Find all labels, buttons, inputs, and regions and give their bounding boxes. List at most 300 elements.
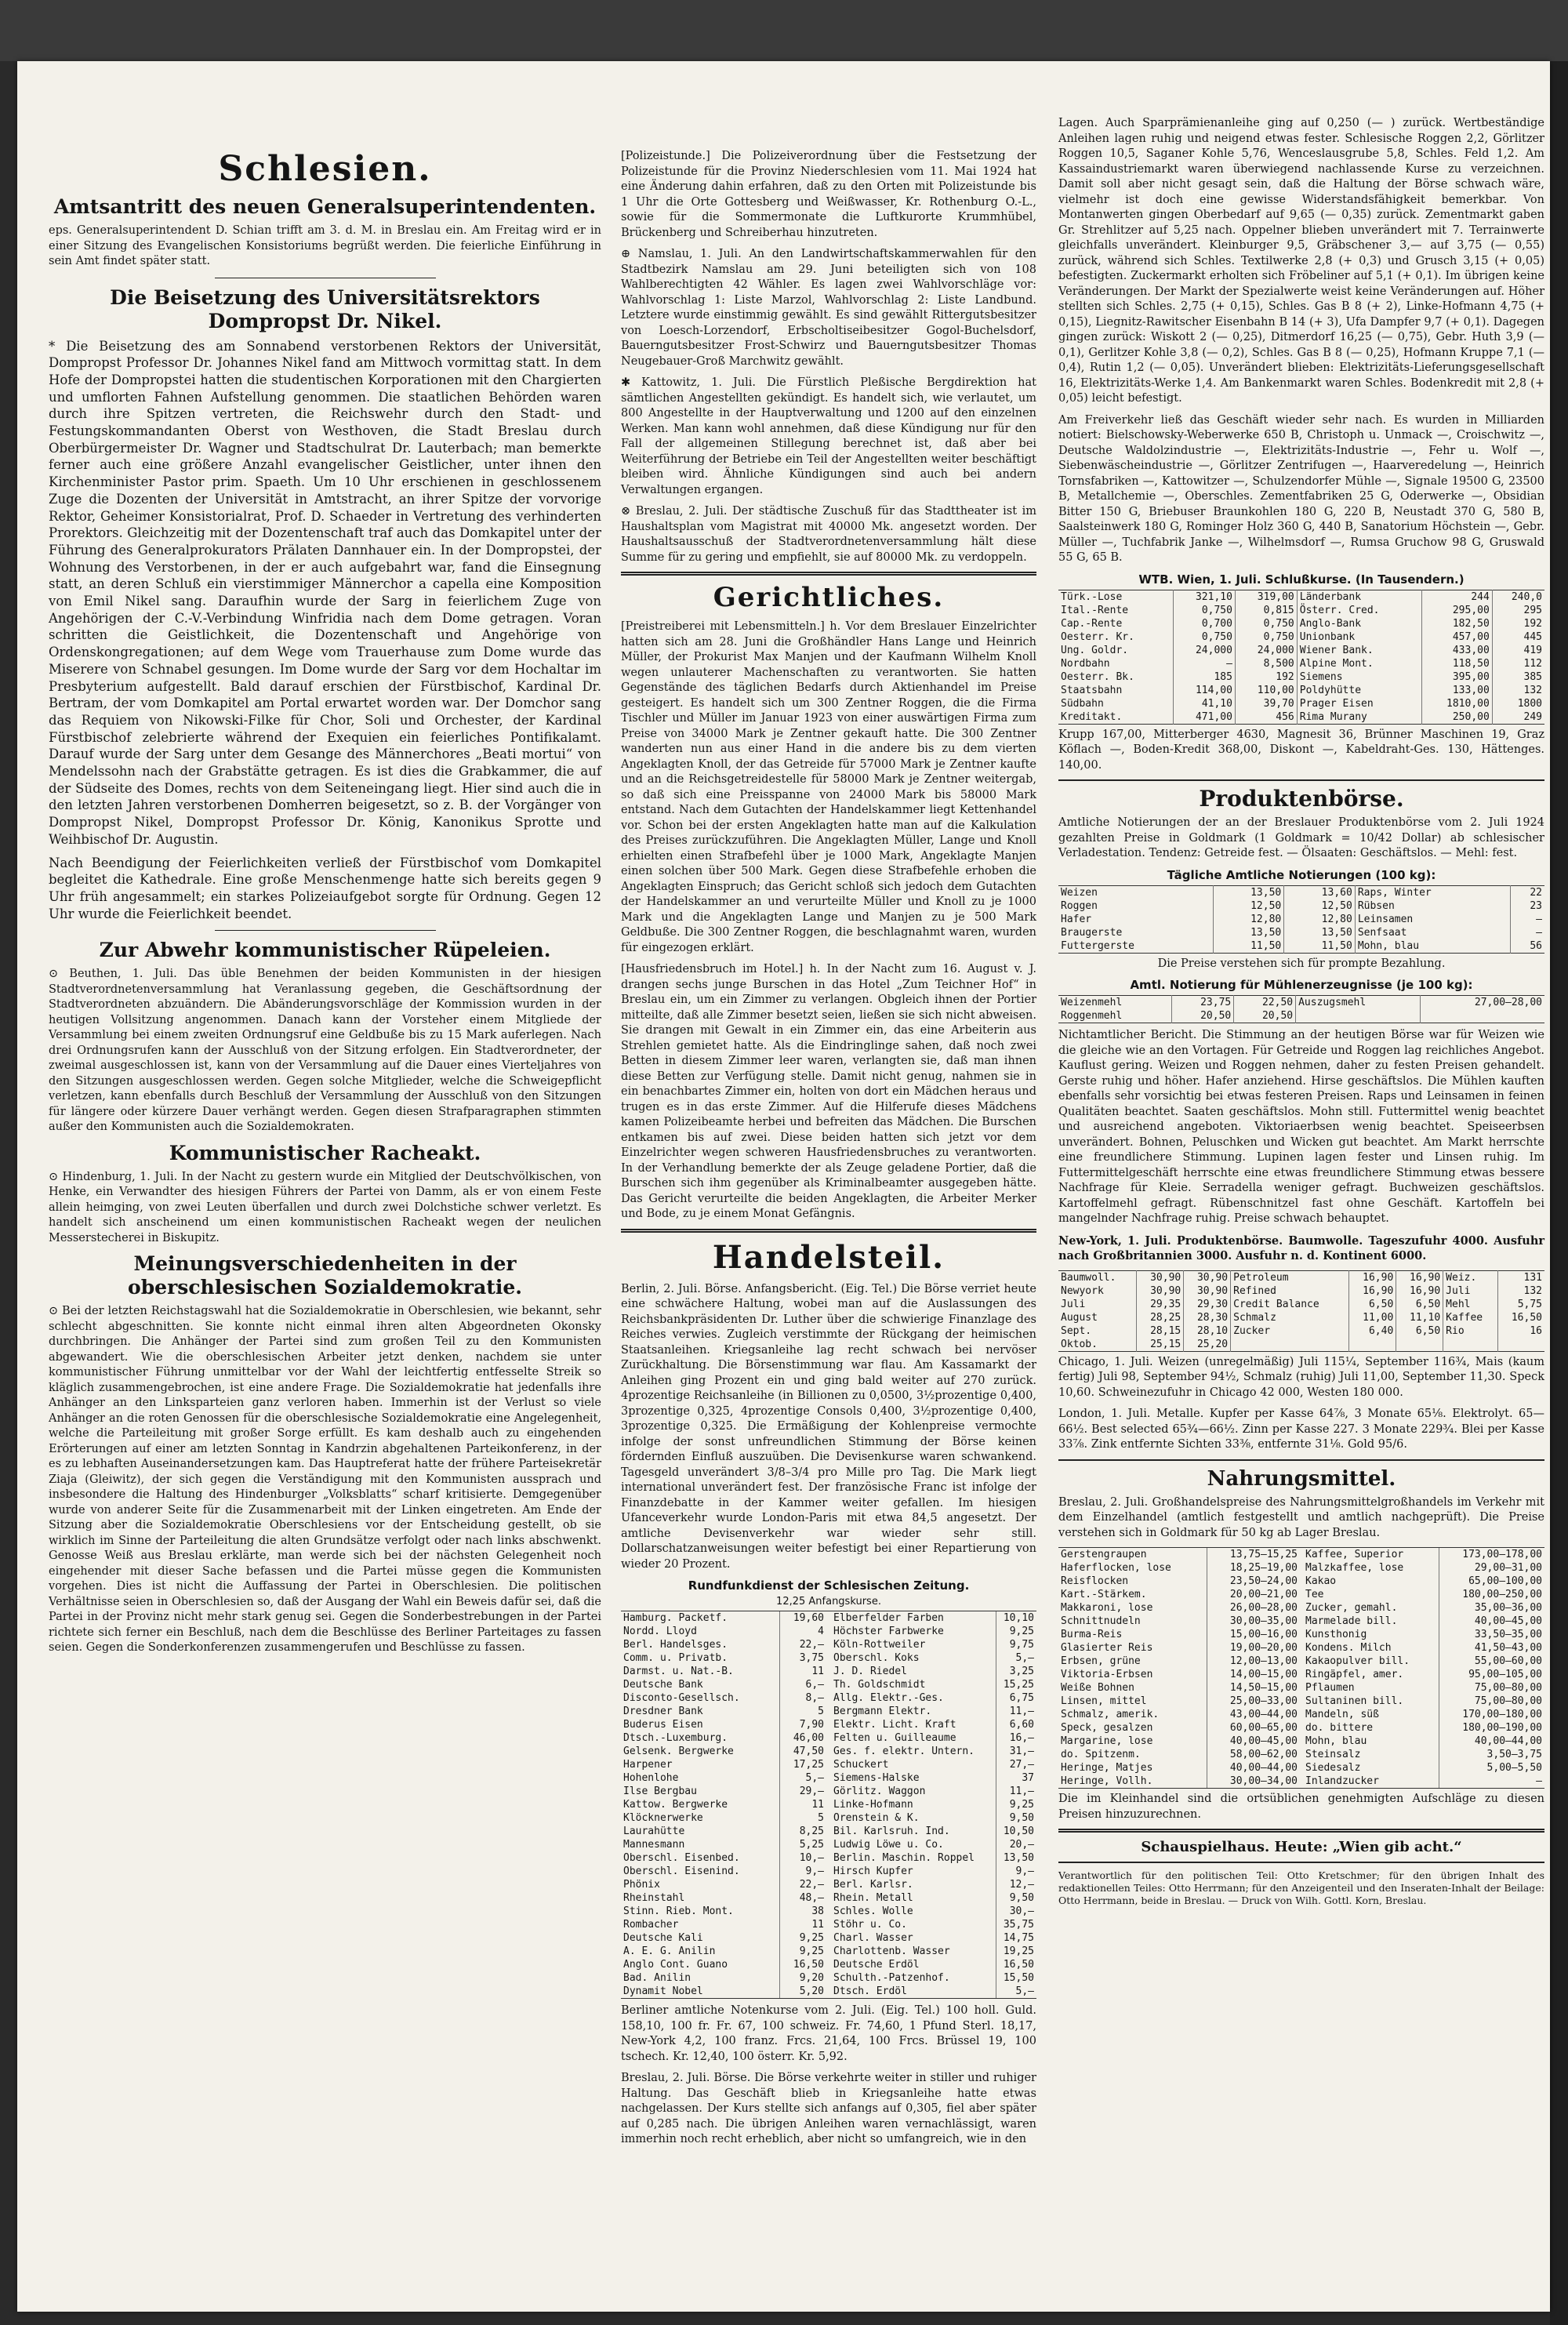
table-cell: Weiße Bohnen [1061, 1682, 1134, 1694]
table-cell: 182,50 [1421, 617, 1492, 630]
table-cell: Glasierter Reis [1061, 1642, 1153, 1654]
column-left [49, 149, 601, 1662]
table-cell: 15,25 [996, 1678, 1036, 1691]
column-middle [621, 149, 1036, 2154]
table-cell: Nordbahn [1061, 657, 1110, 670]
table-cell: Orenstein & K. [833, 1812, 920, 1824]
table-cell: Schulth.-Patzenhof. [833, 1972, 950, 1984]
table-cell: A. E. G. Anilin [623, 1945, 716, 1957]
table-row [831, 1985, 1036, 1998]
table-cell: 321,10 [1174, 590, 1236, 604]
table-cell: 15,50 [996, 1971, 1036, 1985]
table-cell: Staatsbahn [1061, 684, 1123, 696]
article-text-notenkurse: Berliner amtliche Notenkurse vom 2. Juli. (Eig. Tel.) 100 holl. Guld. 158,10, 100 fr. Fr. 67, 100 schweiz. Fr. 74,60, 1 Pfund Sterl. 18,17, New-York 4,2, 100 franz. Frcs. 21,64, 100 Frcs. Brüssel 19, 100 tschech. Kr. 12,40, 100 österr. Kr. 5,92. [621, 2004, 1036, 2063]
table-row [621, 1745, 826, 1758]
table-row [621, 1731, 826, 1745]
table-row [831, 1651, 1036, 1665]
table-cell: Schuckert [833, 1759, 889, 1771]
table-cell: Anglo-Bank [1297, 617, 1421, 630]
table-title-rundfunk: Rundfunkdienst der Schlesischen Zeitung. [688, 1578, 970, 1593]
table-row [621, 1985, 826, 1998]
table-row [831, 1691, 1036, 1705]
table-cell: 192 [1235, 670, 1297, 684]
table-cell: 30,90 [1184, 1270, 1231, 1284]
table-cell: 319,00 [1235, 590, 1297, 604]
table-newyork [1058, 1270, 1544, 1352]
table-cell: Bad. Anilin [623, 1972, 691, 1984]
table-cell: 16,90 [1396, 1284, 1443, 1298]
table-row [621, 1691, 826, 1705]
table-cell: 35,00—36,00 [1439, 1601, 1544, 1615]
table-row [621, 1665, 826, 1678]
section-title-handelsteil: Handelsteil. [712, 1238, 946, 1276]
table-row [1058, 1721, 1300, 1735]
table-row [831, 1971, 1036, 1985]
table-cell: Dtsch. Erdöl [833, 1985, 907, 1997]
article-text-boerse-breslau: Breslau, 2. Juli. Börse. Die Börse verkehrte weiter in stiller und ruhiger Haltung. Das Geschäft blieb in Kriegsanleihe hatte etwas nachgelassen. Der Kurs stellte sich anfangs auf 0,305, fiel aber später auf 0,285 nach. Die übrigen Anleihen waren vernachlässigt, waren immerhin noch recht erheblich, aber nicht so umfangreich, wie in den [621, 2072, 1036, 2145]
table-cell: Weiz. [1443, 1270, 1498, 1284]
table-cell: 110,00 [1235, 684, 1297, 697]
table-cell: Ludwig Löwe u. Co. [833, 1839, 944, 1851]
table-cell [1231, 1338, 1349, 1352]
table-cell: Hirsch Kupfer [833, 1865, 913, 1877]
table-cell: Laurahütte [623, 1825, 685, 1837]
table-row [831, 1865, 1036, 1878]
table-cell: 14,50—15,00 [1207, 1681, 1300, 1695]
table-cell: Dynamit Nobel [623, 1985, 703, 1997]
table-cell: 12,00—13,00 [1207, 1655, 1300, 1668]
table-row [831, 1825, 1036, 1838]
table-cell: J. D. Riedel [833, 1666, 907, 1677]
table-nahrung-left [1058, 1548, 1300, 1788]
table-cell: 23 [1510, 899, 1544, 913]
table-cell: 13,60 [1284, 885, 1356, 899]
divider [621, 1229, 1036, 1233]
table-cell: Ringäpfel, amer. [1305, 1669, 1404, 1680]
table-row [1303, 1775, 1544, 1788]
article-text-hausfriedensbruch: [Hausfriedensbruch im Hotel.] h. In der Nacht zum 16. August v. J. drangen sechs junge Burschen in das Hotel „Zum Teichner Hof“ in Breslau ein, um ein Zimmer zu verlangen. Obgleich ihnen der Portier mitteilte, daß alle Zimmer besetzt seien, ließen sie sich nicht abweisen. Sie drangen mit Gewalt in ein Zimmer ein, das eine Arbeiterin aus Strehlen gemietet hatte. Als die Eindringlinge sahen, daß noch zwei Betten in diesem Zimmer leer waren, verlangten sie, daß man ihnen diese Betten zur Verfügung stelle. Damit nicht genug, nahmen sie in ein benachbartes Zimmer ein, holten von dort ein Mädchen heraus und trugen es in das erste Zimmer. Auf die Hilferufe dieses Mädchens kamen Polizeibeamte herbei und befreiten das Mädchen. Die Burschen entkamen bis auf zwei. Diese beiden hatten sich jetzt vor dem Einzelrichter wegen schweren Hausfriedensbruches zu verantworten. In der Verhandlung bemerkte der als Zeuge geladene Portier, daß die Burschen sich ihm gegenüber als Kriminalbeamter ausgegeben hätte. Das Gericht verurteilte die beiden Angeklagten, die Arbeiter Merker und Bode, zu je einem Monat Gefängnis. [621, 963, 1036, 1220]
table-rundfunk [621, 1611, 1036, 1999]
table-cell: 5,20 [779, 1985, 826, 1998]
table-row [621, 1918, 826, 1931]
table-cell: 13,50 [1284, 926, 1356, 939]
table-cell: 8,500 [1235, 657, 1297, 670]
table-cell: Tee [1305, 1589, 1324, 1600]
article-text-sozialdemokratie: ⊙ Bei der letzten Reichstagswahl hat die Sozialdemokratie in Oberschlesien, wie bekannt, sehr schlecht abgeschnitten. Sie konnte nicht einmal ihren alten Abgeordneten Okonsky durchbringen. Die Anhänger der Partei sind zum großen Teil zu den Kommunisten abgewandert. Wie die oberschlesischen Arbeiter jetzt denken, nachdem sie unter kommunistischer Führung unmittelbar vor der Wahl der leichtfertig entfesselte Streik so kläglich zusammengebrochen, ist eine andere Frage. Die Sozialdemokratie hat jedenfalls ihre Anhänger an den Linksparteien ganz verloren haben. Immerhin ist der Verlust so viele Anhänger an die roten Genossen für die oberschlesische Sozialdemokratie eine Angelegenheit, welche die Parteileitung mit großer Sorge erfüllt. Es kam deshalb auch zu eingehenden Erörterungen auf einer am letzten Sonntag in Kandrzin abgehaltenen Parteikonferenz, in der es zu lebhaften Auseinandersetzungen kam. Das Hauptreferat hatte der frühere Parteisekretär Ziaja (Gleiwitz), der sich gegen die Verständigung mit den Kommunisten aussprach und insbesondere die Haltung des Hindenburger „Volksblatts“ scharf kritisierte. Demgegenüber wurde von anderer Seite für die Zusammenarbeit mit der Linken eingetreten. Am Ende der Sitzung aber die Sozialdemokratie Oberschlesiens vor der Entscheidung gestellt, ob sie wirklich im Sinne der Parteileitung die alten Grundsätze verfolgt oder nach links abschwenkt. Genosse Weiß aus Breslau erklärte, man werde sich bei der nächsten Gelegenheit noch eingehender mit dieser Sache befassen und die Partei müsse gegen die Kommunisten vorgehen. Dies ist nicht die Auffassung der Partei in Oberschlesien. Die politischen Verhältnisse seien in Oberschlesien so, daß der Ausgang der Wahl ein Beweis dafür sei, daß die Partei in der Provinz nicht mehr stark genug sei. Gegen die Sonderbestrebungen in der Partei richtete sich ferner ein Beschluß, nach dem die Beschlüsse des Berliner Parteitages zu fassen seien. Gegen die Sonderkonferenzen zusammengerufen und Beschlüsse zu fassen. [49, 1305, 601, 1655]
table-row [831, 1705, 1036, 1718]
table-cell: 31,— [996, 1745, 1036, 1758]
table-cell: 11 [779, 1918, 826, 1931]
table-cell: 24,000 [1174, 644, 1236, 657]
table-cell: 22,50 [1234, 996, 1296, 1010]
table-cell: 65,00—100,00 [1439, 1575, 1544, 1588]
table-cell: 30,90 [1137, 1284, 1184, 1298]
table-row [1058, 1561, 1300, 1575]
table-cell: 131 [1498, 1270, 1544, 1284]
table-row [1058, 590, 1544, 604]
table-cell: Kondens. Milch [1305, 1642, 1392, 1654]
table-cell: 244 [1421, 590, 1492, 604]
table-cell: Linsen, mittel [1061, 1695, 1147, 1707]
table-row [831, 1611, 1036, 1625]
table-row [1303, 1641, 1544, 1655]
table-cell: Roggen [1061, 899, 1098, 912]
newyork-title: New-York, 1. Juli. Produktenbörse. Baumwolle. Tageszufuhr 4000. Ausfuhr nach Großbritannien 3000. Ausfuhr n. d. Kontinent 6000. [1058, 1233, 1544, 1262]
table-cell: 9,25 [779, 1945, 826, 1958]
table-cell: Pflaumen [1305, 1682, 1355, 1694]
table-cell [1443, 1338, 1498, 1352]
article-text-nichtamtlich: Nichtamtlicher Bericht. Die Stimmung an der heutigen Börse war für Weizen wie die gleiche wie an den Vortagen. Für Getreide und Roggen lag reichliches Angebot. Kauflust gering. Weizen und Roggen nehmen, daher zu festen Preisen gehandelt. Gerste ruhig und höher. Hafer anziehend. Hirse geschäftslos. Die Mühlen kauften ebenfalls sehr vorsichtig bei etwas festeren Preisen. Raps und Leinsamen in feinen Qualitäten beachtet. Saaten geschäftslos. Mohn still. Futtermittel wenig beachtet und ausreichend angeboten. Viktoriaerbsen wenig beachtet. Speiseerbsen unverändert. Bohnen, Peluschken und Wicken gut beachtet. Am Markt herrschte eine freundlichere Stimmung. Lupinen lagen fester und Linsen ruhig. Im Futtermittelgeschäft herrschte eine etwas freundlichere Stimmung etwas bessere Nachfrage für Kleie. Serradella weniger gefragt. Buchweizen geschäftslos. Kartoffelmehl gefragt. Rübenschnitzel fast ohne Geschäft. Kartoffeln bei mangelnder Nachfrage ruhig. Preise schwach behauptet. [1058, 1029, 1544, 1225]
table-row [1058, 697, 1544, 710]
table-cell: Unionbank [1297, 630, 1421, 644]
table-row [1303, 1681, 1544, 1695]
table-cell: 35,75 [996, 1918, 1036, 1931]
table-row [1058, 670, 1544, 684]
article-text-polizeistunde: [Polizeistunde.] Die Polizeiverordnung über die Festsetzung der Polizeistunde für die Provinz Niederschlesien vom 11. Mai 1924 hat eine Änderung dahin erfahren, daß zu den Orten mit Polizeistunde bis 1 Uhr die Orte Gottesberg und Weißwasser, Kr. Rothenburg O.-L., sowie für die Sommermonate die Luftkurorte Krummhübel, Brückenberg und Schreiberhau hinzutreten. [621, 150, 1036, 239]
table-cell: Braugerste [1061, 926, 1123, 939]
table-row [1303, 1748, 1544, 1761]
table-cell: 15,00—16,00 [1207, 1628, 1300, 1641]
table-cell: Siemens-Halske [833, 1772, 920, 1784]
table-cell: 170,00—180,00 [1439, 1708, 1544, 1721]
table-cell: Credit Balance [1231, 1298, 1349, 1311]
table-cell: 5,— [996, 1651, 1036, 1665]
table-row [1303, 1588, 1544, 1601]
table-cell: 40,00—45,00 [1207, 1735, 1300, 1748]
table-cell: Auszugsmehl [1296, 996, 1421, 1010]
table-row [1058, 1668, 1300, 1681]
table-cell: 9,— [779, 1865, 826, 1878]
table-cell: Hohenlohe [623, 1772, 679, 1784]
table-cell: 385 [1492, 670, 1544, 684]
table-cell: 16,50 [779, 1958, 826, 1971]
article-text-freiverkehr: Am Freiverkehr ließ das Geschäft wieder sehr nach. Es wurden in Milliarden notiert: Bielschowsky-Weberwerke 650 B, Christoph u. Unmack —, Croischwitz —, Deutsche Waldolzindustrie —, Elektrizitäts-Industrie —, Fehr u. Wolf —, Siebenwäscheindustrie —, Görlitzer Zentrifugen —, Haarveredelung —, Heinrich Tornsfabriken —, Kattowitzer —, Schulzendorfer Mühle —, Signale 19500 G, 23500 B, Metallchemie —, Oberschles. Zementfabriken 25 G, Oderwerke —, Obsidian Bitter 150 G, Briebuser Braunkohlen 180 G, 220 B, Neustadt 370 G, 580 B, Saalsteinwerk 180 G, Rominger Holz 360 G, 440 B, Sanatorium Höchstein —, Gebr. Müller —, Tuchfabrik Janke —, Wilhelmsdorf —, Rumsa Gruchow 98 G, Gruswald 55 G, 65 B. [1058, 413, 1544, 564]
table-cell: — [1510, 913, 1544, 926]
table-cell: 180,00—190,00 [1439, 1721, 1544, 1735]
table-row [1303, 1575, 1544, 1588]
table-cell: Kunsthonig [1305, 1629, 1367, 1640]
table-cell: 192 [1492, 617, 1544, 630]
table-row [831, 1945, 1036, 1958]
table-cell: 28,10 [1184, 1324, 1231, 1338]
table-title-mehl: Amtl. Notierung für Mühlenerzeugnisse (je 100 kg): [1130, 978, 1473, 992]
table-cell: Steinsalz [1305, 1749, 1361, 1760]
table-cell: 22,— [779, 1878, 826, 1891]
table-cell: Phönix [623, 1879, 660, 1891]
table-cell: 9,25 [779, 1931, 826, 1945]
table-cell: Zucker [1231, 1324, 1349, 1338]
article-text-kattowitz: ✱ Kattowitz, 1. Juli. Die Fürstlich Pleßische Bergdirektion hat sämtlichen Angestellten gekündigt. Es handelt sich, wie verlautet, um 800 Angestellte in der Hauptverwaltung und 1200 auf den einzelnen Werken. Man kann wohl annehmen, daß diese Kündigung nur für den Fall der allgemeinen Stillegung berechnet ist, daß aber bei Weiterführung der Betriebe ein Teil der Angestellten weiter beschäftigt bleiben wird. Ähnliche Kündigungen sind auch bei andern Verwaltungen ergangen. [621, 376, 1036, 496]
table-cell: Ital.-Rente [1061, 604, 1129, 616]
table-row [1058, 939, 1544, 954]
table-row [1058, 684, 1544, 697]
table-row [1058, 1748, 1300, 1761]
table-cell: 6,40 [1349, 1324, 1396, 1338]
table-cell: Linke-Hofmann [833, 1799, 913, 1811]
table-cell: 56 [1510, 939, 1544, 954]
table-cell: 3,25 [996, 1665, 1036, 1678]
table-cell [1296, 1009, 1421, 1023]
table-cell: Kaffee [1443, 1311, 1498, 1324]
table-cell: 23,75 [1172, 996, 1234, 1010]
table-row [1303, 1561, 1544, 1575]
getreide-note: Die Preise verstehen sich für prompte Bezahlung. [1157, 957, 1446, 970]
table-cell: Mohn, blau [1305, 1735, 1367, 1747]
article-text-generalsuperintendent: eps. Generalsuperintendent D. Schian trifft am 3. d. M. in Breslau ein. Am Freitag wird er in einer Sitzung des Evangelischen Konsistoriums begrüßt werden. Die feierliche Einführung in sein Amt findet später statt. [49, 224, 601, 267]
table-cell: Bergmann Elektr. [833, 1706, 932, 1717]
table-footer-wien: Krupp 167,00, Mitterberger 4630, Magnesit 36, Brünner Maschinen 19, Graz Köflach —, Boden-Kredit 368,00, Diskont —, Kabeldraht-Ges. 130, Hättenges. 140,00. [1058, 728, 1544, 772]
table-cell: 23,50—24,00 [1207, 1575, 1300, 1588]
table-cell: 6,50 [1396, 1324, 1443, 1338]
table-cell: 173,00—178,00 [1439, 1548, 1544, 1561]
table-cell: Refined [1231, 1284, 1349, 1298]
table-cell: Länderbank [1297, 590, 1421, 604]
table-row [1058, 1655, 1300, 1668]
table-cell: Rio [1443, 1324, 1498, 1338]
table-row [1058, 1009, 1544, 1023]
table-cell: 249 [1492, 710, 1544, 725]
table-cell: Rombacher [623, 1919, 679, 1931]
article-title-abwehr: Zur Abwehr kommunistischer Rüpeleien. [99, 939, 551, 962]
table-cell: Kart.-Stärkem. [1061, 1589, 1147, 1600]
table-row [1058, 1615, 1300, 1628]
table-cell: do. Spitzenm. [1061, 1749, 1141, 1760]
table-cell: 41,50—43,00 [1439, 1641, 1544, 1655]
table-wien [1058, 590, 1544, 725]
table-cell: 30,90 [1137, 1270, 1184, 1284]
table-cell: 18,25—19,00 [1207, 1561, 1300, 1575]
table-cell: 13,50 [1213, 926, 1284, 939]
table-row [621, 1785, 826, 1798]
table-row [1058, 885, 1544, 899]
table-cell: 30,00—35,00 [1207, 1615, 1300, 1628]
table-cell: 75,00—80,00 [1439, 1681, 1544, 1695]
table-cell: 0,750 [1174, 604, 1236, 617]
table-row [1303, 1548, 1544, 1561]
table-row [621, 1718, 826, 1731]
table-cell: Margarine, lose [1061, 1735, 1153, 1747]
table-row [621, 1638, 826, 1651]
table-cell: 11,50 [1213, 939, 1284, 954]
table-row [1058, 913, 1544, 926]
table-cell: Rima Murany [1297, 710, 1421, 725]
table-cell: Türk.-Lose [1061, 590, 1123, 603]
table-cell: Inlandzucker [1305, 1775, 1379, 1787]
table-row [621, 1838, 826, 1851]
table-cell: Kaffee, Superior [1305, 1549, 1404, 1560]
table-cell: Kakao [1305, 1575, 1337, 1587]
table-row [1058, 1735, 1300, 1748]
table-cell: 5 [779, 1811, 826, 1825]
table-cell: Wiener Bank. [1297, 644, 1421, 657]
table-row [621, 1705, 826, 1718]
table-cell: 22,— [779, 1638, 826, 1651]
table-cell: 9,25 [996, 1625, 1036, 1638]
table-cell: 16,90 [1349, 1284, 1396, 1298]
table-cell: Elberfelder Farben [833, 1612, 944, 1624]
table-cell: 11,50 [1284, 939, 1356, 954]
table-cell: 9,75 [996, 1638, 1036, 1651]
table-cell: 11,— [996, 1785, 1036, 1798]
table-cell: Mandeln, süß [1305, 1709, 1379, 1720]
table-cell: 132 [1492, 684, 1544, 697]
table-cell: Poldyhütte [1297, 684, 1421, 697]
produkten-intro: Amtliche Notierungen der an der Breslauer Produktenbörse vom 2. Juli 1924 gezahlten Preise in Goldmark (1 Goldmark = 10/42 Dollar) ab schlesischer Verladestation. Tendenz: Getreide fest. — Ölsaaten: Geschäftslos. — Mehl: fest. [1058, 816, 1544, 859]
table-cell: Rheinstahl [623, 1892, 685, 1904]
table-cell: August [1061, 1311, 1098, 1324]
table-cell: Deutsche Kali [623, 1932, 703, 1944]
table-row [1058, 1588, 1300, 1601]
table-cell: Dtsch.-Luxemburg. [623, 1732, 728, 1744]
table-cell: Bil. Karlsruh. Ind. [833, 1825, 950, 1837]
table-cell: Oberschl. Eisenbed. [623, 1852, 740, 1864]
table-row [621, 1971, 826, 1985]
table-row [831, 1918, 1036, 1931]
table-cell: Rübsen [1355, 899, 1510, 913]
table-cell: Elektr. Licht. Kraft [833, 1719, 956, 1731]
table-nahrung-right [1303, 1548, 1544, 1788]
table-cell: 19,00—20,00 [1207, 1641, 1300, 1655]
table-cell: 12,80 [1284, 913, 1356, 926]
table-cell: Nordd. Lloyd [623, 1626, 697, 1637]
table-cell: 11,00 [1349, 1311, 1396, 1324]
table-cell: 4 [779, 1625, 826, 1638]
table-row [1058, 617, 1544, 630]
divider [215, 930, 436, 931]
table-cell: 10,10 [996, 1611, 1036, 1625]
table-cell: 16,— [996, 1731, 1036, 1745]
article-text-beisetzung-1: * Die Beisetzung des am Sonnabend verstorbenen Rektors der Universität, Dompropst Professor Dr. Johannes Nikel fand am Mittwoch vormittag statt. In dem Hofe der Dompropstei hatten die studentischen Korporationen mit den Chargierten und umflorten Fahnen Aufstellung genommen. Die staatlichen Behörden waren durch ihre Spitzen vertreten, die Reichswehr durch den Stadt- und Festungskommandanten Oberst von Westhoven, die Stadt Breslau durch Oberbürgermeister Dr. Wagner und Stadtschulrat Dr. Lauterbach; man bemerkte ferner auch eine größere Anzahl evangelischer Geistlicher, unter ihnen den Kirchenminister Pastor prim. Spaeth. Um 10 Uhr erschienen in geschlossenem Zuge die Dozenten der Universität in Amtstracht, an ihrer Spitze der vorvorige Rektor, Geheimer Konsistorialrat, Prof. D. Schaeder in Vertretung des verhinderten Prorektors. Gleichzeitig mit der Dozentenschaft traf auch das Domkapitel unter der Führung des Generalprokurators Prälaten Dannhauer ein. In der Dompropstei, der Wohnung des Verstorbenen, in der er auch aufgebahrt war, fand die Einsegnung statt, an deren Schluß ein vierstimmiger Männerchor a capella eine Komposition von Emil Nikel sang. Daraufhin wurde der Sarg in feierlichem Zuge von Angehörigen der C.-V.-Verbindung Winfridia nach dem Dome getragen. Voran schritten die Geistlichkeit, die Dozentenschaft und Angehörige von Ordenskongregationen; auf dem Wege vom Trauerhause zum Dome wurde das Miserere von Schnabel gesungen. Im Dome wurde der Sarg vor dem Hochaltar im Presbyterium aufgestellt. Bald darauf erschien der Fürstbischof, Kardinal Dr. Bertram, der vom Domkapitel am Portal erwartet worden war. Der Domchor sang das Requiem von Nikowski-Filke für Chor, Soli und Orchester, der Kardinal Fürstbischof zelebrierte während der Exequien ein feierliches Pontifikalamt. Darauf wurde der Sarg unter dem Gesange des Männerchores „Beati mortui“ von Mendelssohn nach der Grabstätte getragen. Es ist dies die Grabkammer, die auf der Südseite des Domes, rechts von dem Seiteneingang liegt. Hier sind auch die in den letzten Jahren verstorbenen Domherren beigesetzt, so z. B. der Vorgänger von Dompropst Nikel, Dompropst Professor Dr. König, Kanonikus Sprotte und Weihbischof Dr. Augustin. [49, 338, 601, 847]
table-row [1303, 1628, 1544, 1641]
table-cell: 457,00 [1421, 630, 1492, 644]
table-cell: Erbsen, grüne [1061, 1655, 1141, 1667]
table-getreide [1058, 885, 1544, 954]
table-row [1058, 1575, 1300, 1588]
table-row [1058, 1324, 1544, 1338]
table-row [1058, 657, 1544, 670]
table-cell: 12,— [996, 1878, 1036, 1891]
newspaper-page [17, 61, 1550, 2312]
table-cell: 20,50 [1172, 1009, 1234, 1023]
table-row [1058, 996, 1544, 1010]
table-cell: Klöcknerwerke [623, 1812, 703, 1824]
table-cell [1498, 1338, 1544, 1352]
table-cell: 445 [1492, 630, 1544, 644]
table-cell: Ges. f. elektr. Untern. [833, 1746, 975, 1757]
table-cell: 11,— [996, 1705, 1036, 1718]
table-cell: 13,50 [996, 1851, 1036, 1865]
table-cell: Disconto-Gesellsch. [623, 1692, 740, 1704]
table-cell: Heringe, Vollh. [1061, 1775, 1153, 1787]
table-cell: Marmelade bill. [1305, 1615, 1398, 1627]
table-cell: Ung. Goldr. [1061, 644, 1129, 656]
table-cell: Schmalz, amerik. [1061, 1709, 1160, 1720]
table-cell: 5 [779, 1705, 826, 1718]
table-cell: Kreditakt. [1061, 710, 1123, 723]
table-row [1303, 1655, 1544, 1668]
table-row [1058, 926, 1544, 939]
table-cell: 112 [1492, 657, 1544, 670]
table-cell: 25,15 [1137, 1338, 1184, 1352]
article-text-preistreiberei: [Preistreiberei mit Lebensmitteln.] h. Vor dem Breslauer Einzelrichter hatten sich am 28. Juni die Großhändler Hans Lange und Heinrich Müller, der Prokurist Max Manjen und der Kaufmann Wilhelm Knoll wegen unlauterer Machenschaften zu verantworten. Sie hatten Gegenstände des täglichen Bedarfs durch Aktienhandel im Preise gesteigert. Es handelt sich um 300 Zentner Roggen, die die Firma Tischler und Müller im Januar 1923 von einer auswärtigen Firma zum Preise von 34000 Mark je Zentner gekauft hatte. Die 300 Zentner wanderten nun aus einer Hand in die andere bis zu dem vierten Angeklagten Knoll, der das Getreide für 57000 Mark je Zentner kaufte und an die Reichsgetreidestelle für 58000 Mark je Zentner weitergab, so daß sich eine Preisspanne von 24000 Mark bis 58000 Mark entstand. Nach dem Gutachten der Handelskammer liegt Kettenhandel vor. Schon bei der ersten Angeklagten hatte man auf die Kalkulation des Preises zurückzuführen. Die Angeklagten Müller, Lange und Knoll erhielten einen Strafbefehl über je 1000 Mark, Angeklagte Manjen einen solchen über 500 Mark. Gegen diese Strafbefehle erhoben die Angeklagten Einspruch; das Gericht schloß sich jedoch dem Gutachten der Handelskammer an und verurteilte Müller und Knoll zu je 1000 Mark und die Angeklagten Lange und Manjen zu je 500 Mark Geldbuße. Die 300 Zentner Roggen, die beschlagnahmt waren, wurden für eingezogen erklärt. [621, 620, 1036, 954]
table-row [621, 1811, 826, 1825]
table-cell: 433,00 [1421, 644, 1492, 657]
table-cell [1421, 1009, 1544, 1023]
table-cell: Gelsenk. Bergwerke [623, 1746, 734, 1757]
table-cell: Burma-Reis [1061, 1629, 1123, 1640]
table-cell: — [1174, 657, 1236, 670]
table-row [1303, 1695, 1544, 1708]
table-row [621, 1931, 826, 1945]
table-cell: Rhein. Metall [833, 1892, 913, 1904]
table-cell: 25,20 [1184, 1338, 1231, 1352]
table-cell: Senfsaat [1355, 926, 1510, 939]
table-row [831, 1771, 1036, 1785]
table-cell: 30,— [996, 1905, 1036, 1918]
table-cell: 29,00—31,00 [1439, 1561, 1544, 1575]
table-cell: Roggenmehl [1061, 1010, 1123, 1022]
table-row [1058, 1284, 1544, 1298]
table-row [1058, 1298, 1544, 1311]
table-cell: 13,75—15,25 [1207, 1548, 1300, 1561]
table-row [1058, 1311, 1544, 1324]
table-cell: 41,10 [1174, 697, 1236, 710]
table-cell: 16,90 [1349, 1270, 1396, 1284]
table-row [1058, 1641, 1300, 1655]
table-row [1058, 1628, 1300, 1641]
table-title-getreide: Tägliche Amtliche Notierungen (100 kg): [1167, 867, 1436, 882]
table-cell: 10,— [779, 1851, 826, 1865]
table-cell: 3,75 [779, 1651, 826, 1665]
table-row [831, 1891, 1036, 1905]
scan-background-top [0, 0, 1568, 61]
table-cell: 28,15 [1137, 1324, 1184, 1338]
table-cell: Sultaninen bill. [1305, 1695, 1404, 1707]
table-row [621, 1758, 826, 1771]
table-cell: 12,80 [1213, 913, 1284, 926]
table-cell: 180,00—250,00 [1439, 1588, 1544, 1601]
table-cell: Berl. Handelsges. [623, 1639, 728, 1651]
article-title-sozialdemokratie: Meinungsverschiedenheiten in der oberschlesischen Sozialdemokratie. [128, 1252, 522, 1299]
table-row [621, 1958, 826, 1971]
table-cell: Cap.-Rente [1061, 617, 1123, 630]
table-cell: 471,00 [1174, 710, 1236, 725]
table-cell: Dresdner Bank [623, 1706, 703, 1717]
table-cell: Weizenmehl [1061, 997, 1123, 1008]
table-row [621, 1891, 826, 1905]
table-cell: 295,00 [1421, 604, 1492, 617]
table-row [1303, 1668, 1544, 1681]
table-row [831, 1838, 1036, 1851]
table-cell: 9,20 [779, 1971, 826, 1985]
table-row [831, 1665, 1036, 1678]
divider [1058, 779, 1544, 781]
section-title-gerichtliches: Gerichtliches. [713, 582, 945, 613]
table-row [831, 1625, 1036, 1638]
table-cell: Speck, gesalzen [1061, 1722, 1153, 1734]
table-cell: Anglo Cont. Guano [623, 1959, 728, 1971]
table-cell: 0,700 [1174, 617, 1236, 630]
table-cell: 20,00—21,00 [1207, 1588, 1300, 1601]
table-nahrung [1058, 1547, 1544, 1789]
article-text-racheakt: ⊙ Hindenburg, 1. Juli. In der Nacht zu gestern wurde ein Mitglied der Deutschvölkischen, von Henke, ein Verwandter des hiesigen Führers der Partei von Damm, als er von einem Feste allein heimging, von zwei Leuten überfallen und durch zwei Dolchstiche schwer verletzt. Es handelt sich anscheinend um einen kommunistischen Racheakt wegen der neulichen Messerstecherei in Biskupitz. [49, 1170, 601, 1244]
table-cell: 40,00—45,00 [1439, 1615, 1544, 1628]
section-title-produktenboerse: Produktenbörse. [1199, 786, 1404, 812]
table-row [1303, 1601, 1544, 1615]
table-row [621, 1878, 826, 1891]
table-cell: Allg. Elektr.-Ges. [833, 1692, 944, 1704]
table-cell: Darmst. u. Nat.-B. [623, 1666, 734, 1677]
